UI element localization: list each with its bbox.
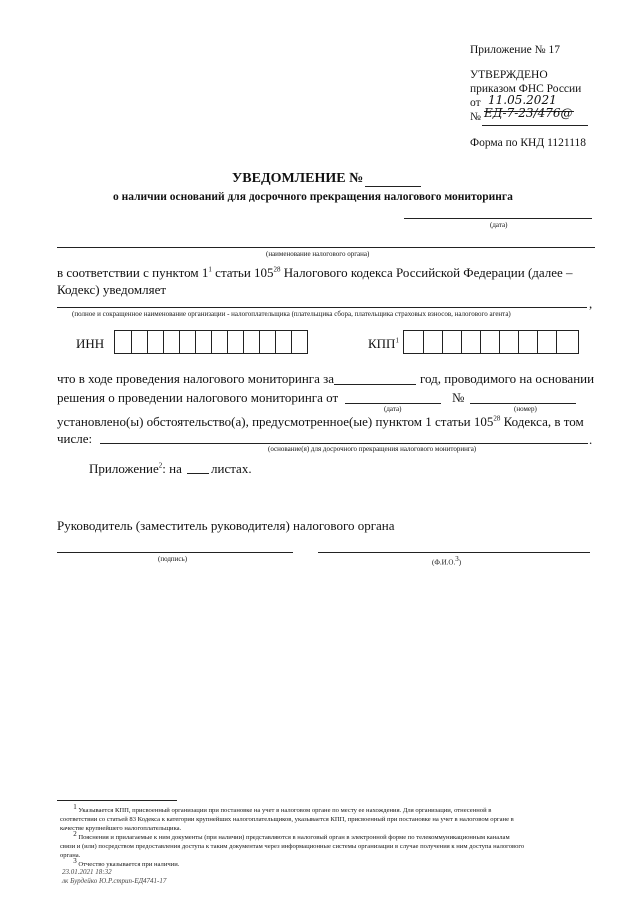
decision-date-caption: (дата) [384,405,402,413]
organization-caption: (полное и сокращенное наименование организации - налогоплательщика (плательщика сбора, плательщика страховых взносов, налогового агента) [72,310,511,318]
paragraph-legal-basis: в соответствии с пунктом $1^1$ статьи $105^{28}$ Налогового кодекса Российской Федерации (далее – [57,265,573,280]
attachment-sheets: листах. [211,461,252,476]
notice-title: УВЕДОМЛЕНИЕ № [232,171,364,186]
inn-label: ИНН [76,336,105,351]
signature-caption: (подпись) [158,555,188,563]
decision-number-caption: (номер) [514,405,537,413]
tax-authority-caption: (наименование налогового органа) [266,250,370,258]
appendix-label: Приложение № 17 [470,44,560,56]
kpp-grid[interactable] [403,330,579,354]
order-label: приказом ФНС России [470,83,582,95]
decision-text: решения о проведении налогового мониторинга от [57,390,339,405]
decision-number-sign: № [452,390,465,405]
date-prefix: от [470,97,481,109]
approved-label: УТВЕРЖДЕНО [470,69,548,81]
form-code: Форма по КНД 1121118 [470,137,587,149]
including-label: числе: [57,431,93,446]
footnote-2: $^2$ Пояснения и прилагаемые к ним документы (при наличии) представляются в налоговый орган в электронной форме по телекоммуникационным каналам связи и (или) посредством предоставления доступа к таким документам через информационные системы организации в случае получения к ним доступа налогового органа. [60,830,525,860]
number-prefix: № [470,111,481,123]
kpp-label: КПП$^1$ [368,336,399,351]
print-stamp-line1: 23.01.2021 18:32 [62,868,112,876]
monitoring-year-text-2: год, проводимого на основании [420,371,595,386]
date-caption: (дата) [490,221,508,229]
head-title: Руководитель (заместитель руководителя) налогового органа [57,518,395,533]
footnote-3: $^3$ Отчество указывается при наличии. [73,857,180,869]
fio-caption: (Ф.И.О.$^3$) [432,555,462,567]
footnote-1: $^1$ Указывается КПП, присвоенный организации при постановке на учет в налоговом органе по месту ее нахождения. Для организации, отнесенной в соответствии со статьей 83 Кодекса к категории крупнейших налогоплательщиков, указывается КПП, присвоенный при постановке на учет в налоговом органе в качестве крупнейшего налогоплательщика. [60,803,514,833]
notice-subtitle: о наличии оснований для досрочного прекращения налогового мониторинга [113,191,513,203]
inn-grid[interactable] [114,330,308,354]
print-stamp-line2: лк Бурдейко Ю.Р.стрип-ЕД4741-17 [62,877,167,885]
handwritten-date: 11.05.2021 [488,93,557,107]
monitoring-year-text: что в ходе проведения налогового мониторинга за [57,371,335,386]
grounds-caption: (основание(я) для досрочного прекращения налогового мониторинга) [268,445,477,453]
handwritten-number: ЕД-7-23/476@ [484,106,573,120]
attachment-text: Приложение$^2$: на [89,461,182,476]
paragraph-legal-basis-cont: Кодекс) уведомляет [57,282,167,297]
circumstances-text: установлено(ы) обстоятельство(а), предусмотренное(ые) пунктом 1 статьи $105^{28}$ Кодекса, в том [57,414,584,429]
